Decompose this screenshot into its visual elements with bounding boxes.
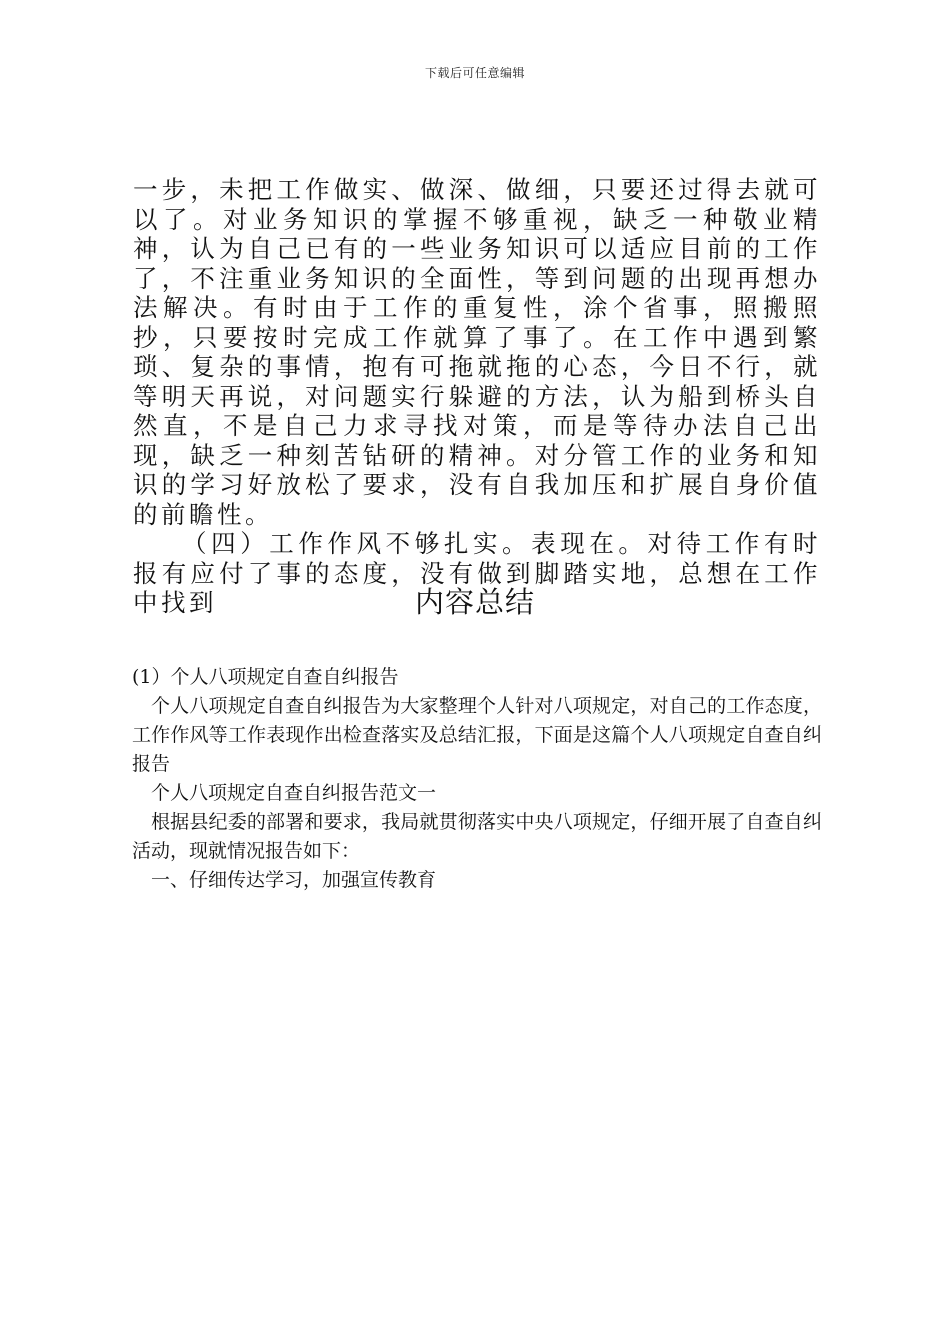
- summary-line: 根据县纪委的部署和要求，我局就贯彻落实中央八项规定，仔细开展了自查自纠活动，现就情况报告如下：: [132, 811, 822, 862]
- summary-line: 个人八项规定自查自纠报告为大家整理个人针对八项规定，对自己的工作态度，工作作风等工作表现作出检查落实及总结汇报，下面是这篇个人八项规定自查自纠报告: [132, 695, 822, 775]
- summary-line: 一、仔细传达学习，加强宣传教育: [151, 869, 437, 891]
- body-paragraph: 一步，未把工作做实、做深、做细，只要还过得去就可以了。对业务知识的掌握不够重视，缺乏一种敬业精神，认为自己已有的一些业务知识可以适应目前的工作了，不注重业务知识的全面性，等到问题的出现再想办法解决。有时由于工作的重复性，涂个省事，照搬照抄，只要按时完成工作就算了事了。在工作中遇到繁琐、复杂的事情，抱有可拖就拖的心态，今日不行，就等明天再说，对问题实行躲避的方法，认为船到桥头自然直，不是自己力求寻找对策，而是等待办法自己出现，缺乏一种刻苦钻研的精神。对分管工作的业务和知识的学习好放松了要求，没有自我加压和扩展自身价值的前瞻性。: [133, 175, 821, 529]
- summary-section: [132, 663, 822, 895]
- summary-title: 内容总结: [414, 585, 535, 619]
- body-paragraph: （四）工作作风不够扎实。表现在。对待工作有时报有应付了事的态度，没有做到脚踏实地，总想在工作中找到: [133, 529, 821, 617]
- main-body-text: [133, 175, 821, 618]
- page-header: 下载后可任意编辑: [424, 66, 525, 80]
- summary-line: 个人八项规定自查自纠报告范文一: [151, 782, 437, 804]
- summary-line: (1）个人八项规定自查自纠报告: [132, 666, 399, 688]
